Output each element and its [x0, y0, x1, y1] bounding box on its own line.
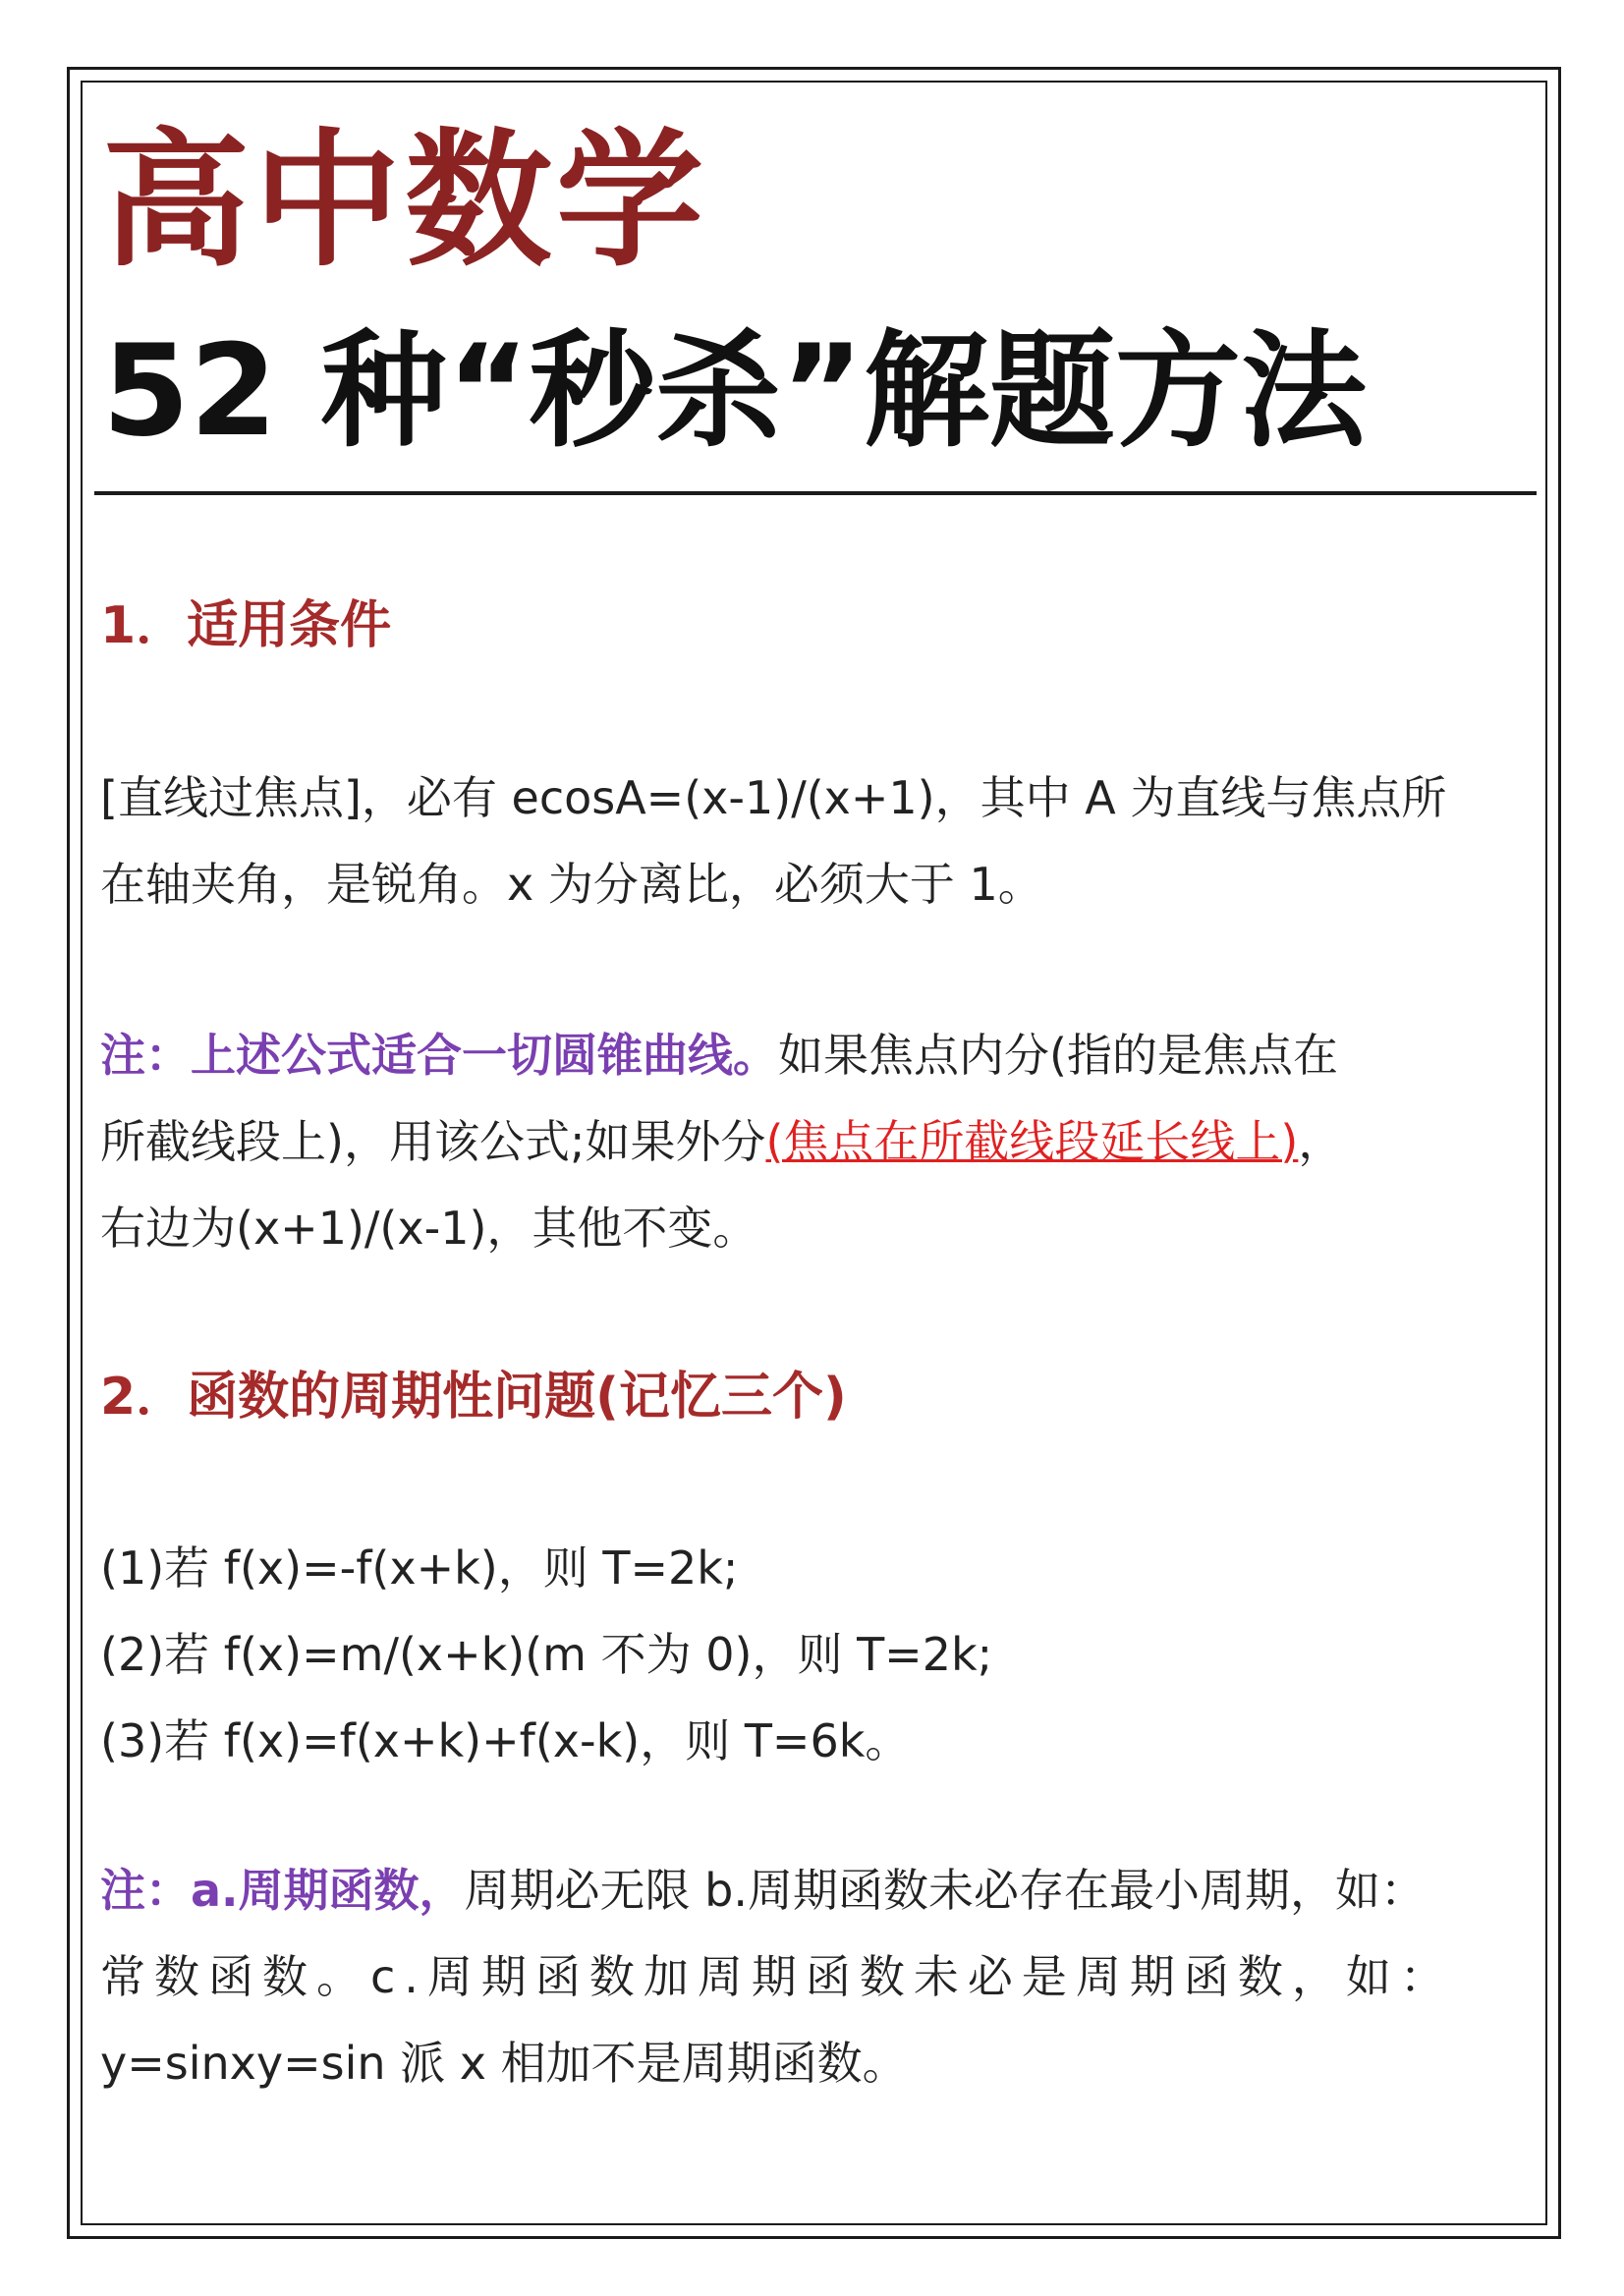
section1-note-line1 [100, 1012, 1535, 1098]
section1-body-line2: 在轴夹角，是锐角。x 为分离比，必须大于 1。 [100, 858, 1043, 911]
section2-heading: 2．函数的周期性问题(记忆三个) [100, 1368, 847, 1427]
section2-note-line1 [100, 1847, 1535, 1933]
section1-note-line2-a: 所截线段上)，用该公式;如果外分 [100, 1115, 766, 1168]
section2-note-line2: 常数函数。c.周期函数加周期函数未必是周期函数，如： [100, 1950, 1454, 2003]
title-main: 高中数学 [102, 116, 708, 287]
section2-note [100, 1847, 1535, 2106]
section1-note-line2-b: ， [1298, 1115, 1344, 1168]
section1-body-line1: [直线过焦点]，必有 ecosA=(x-1)/(x+1)，其中 A 为直线与焦点所 [100, 771, 1447, 824]
section1-note-highlight: (焦点在所截线段延长线上) [765, 1115, 1299, 1168]
section2-note-label: 注：a.周期函数， [100, 1864, 465, 1917]
section1-note-line3: 右边为(x+1)/(x-1)，其他不变。 [100, 1202, 758, 1255]
section1-note-label: 注：上述公式适合一切圆锥曲线。 [100, 1029, 778, 1082]
section1-heading: 1．适用条件 [100, 596, 392, 655]
title-sub: 52 种“秒杀”解题方法 [102, 318, 1367, 465]
section1-body [100, 755, 1535, 927]
section2-item-3: (3)若 f(x)=f(x+k)+f(x-k)，则 T=6k。 [100, 1714, 911, 1767]
section1-note-line2 [100, 1098, 1535, 1185]
section2-note-line1-rest: 周期必无限 b.周期函数未必存在最小周期，如： [464, 1864, 1426, 1917]
section2-list [100, 1525, 1535, 1784]
section2-note-line3: y=sinxy=sin 派 x 相加不是周期函数。 [100, 2037, 908, 2090]
section1-note-line1-rest: 如果焦点内分(指的是焦点在 [778, 1029, 1338, 1082]
section2-item-1: (1)若 f(x)=-f(x+k)，则 T=2k; [100, 1541, 739, 1595]
section1-note [100, 1012, 1535, 1271]
section2-item-2: (2)若 f(x)=m/(x+k)(m 不为 0)，则 T=2k; [100, 1628, 993, 1681]
title-divider [94, 491, 1537, 495]
